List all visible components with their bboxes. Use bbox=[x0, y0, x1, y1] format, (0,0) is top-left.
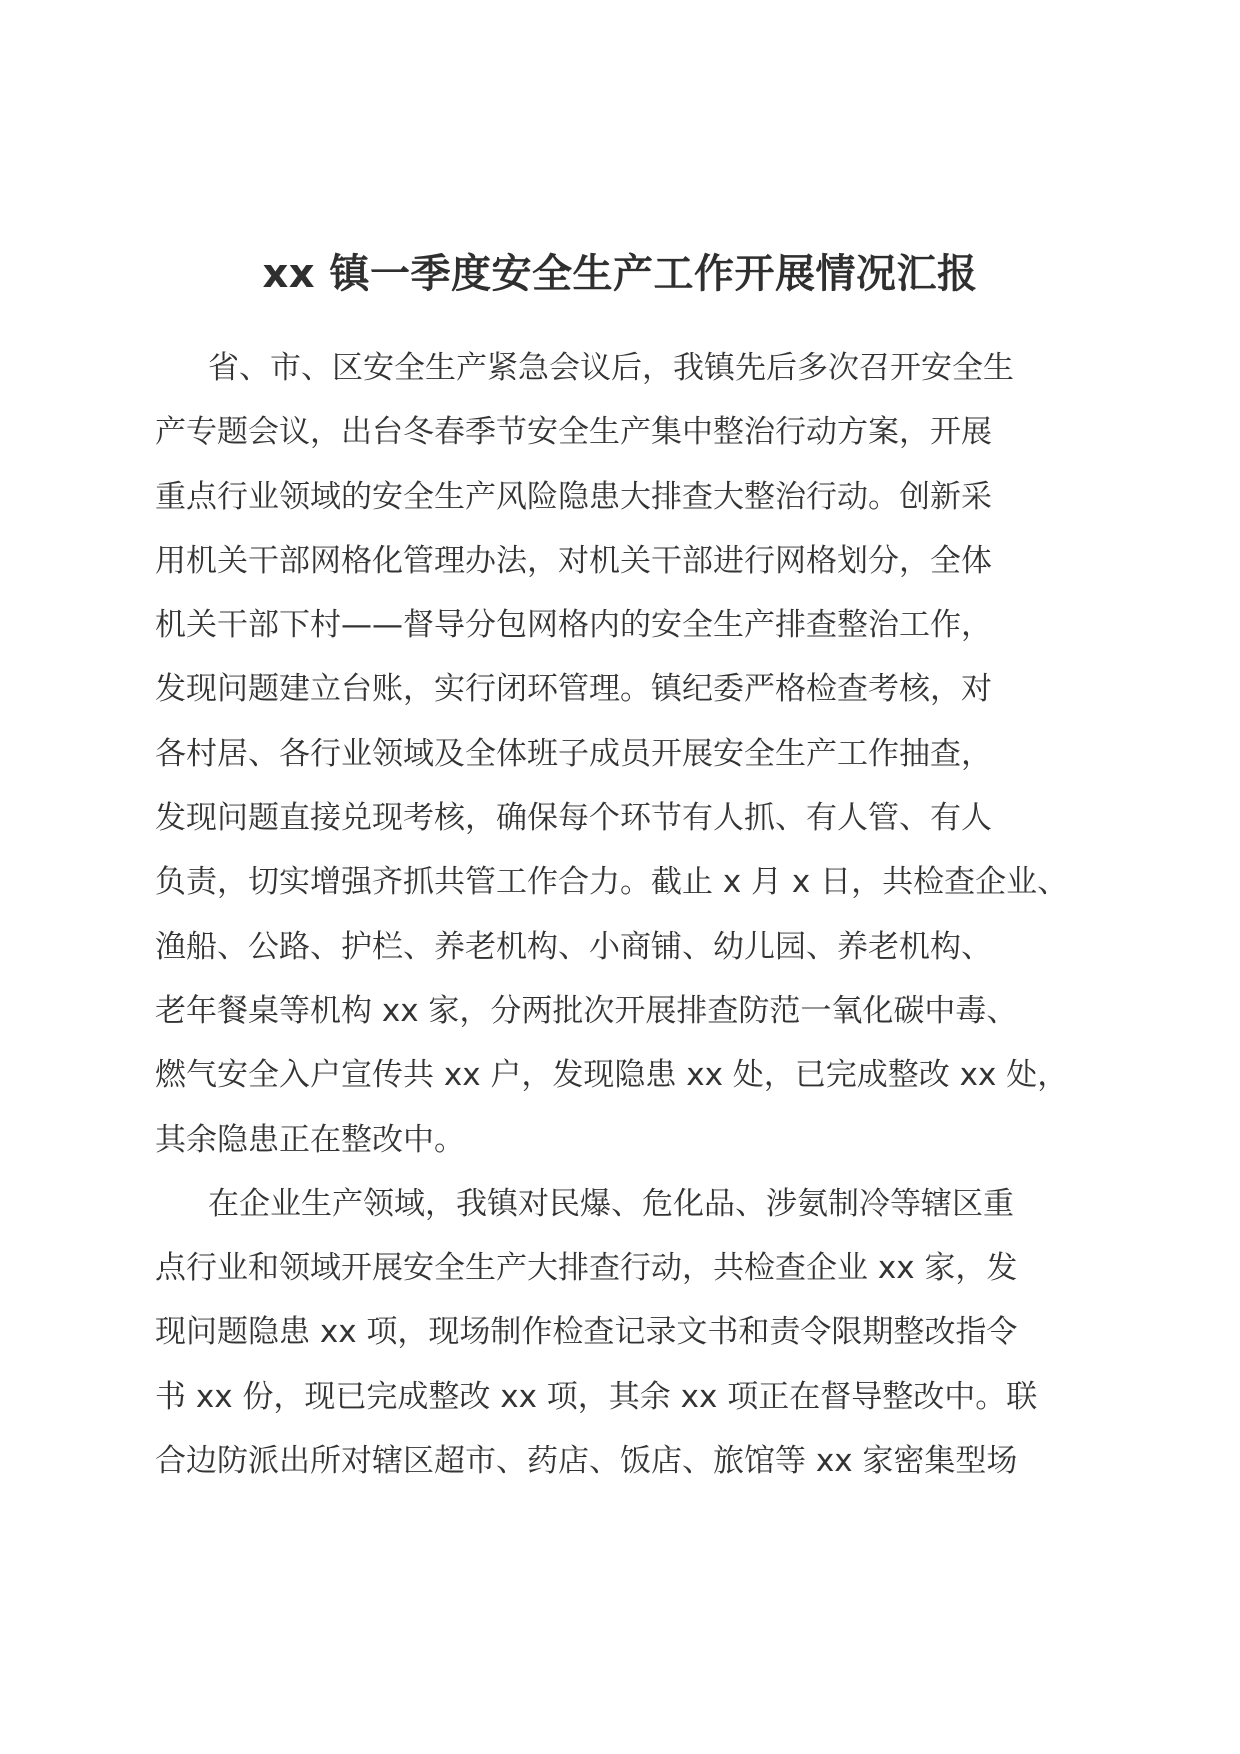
body-text-line: 其余隐患正在整改中。 bbox=[155, 1121, 465, 1158]
document-title: xx 镇一季度安全生产工作开展情况汇报 bbox=[262, 251, 978, 297]
body-text-line: 老年餐桌等机构 xx 家，分两批次开展排查防范一氧化碳中毒、 bbox=[155, 992, 1018, 1029]
document-body bbox=[155, 336, 1095, 1493]
body-text-line: 机关干部下村——督导分包网格内的安全生产排查整治工作， bbox=[155, 607, 992, 644]
body-text-line: 在企业生产领域，我镇对民爆、危化品、涉氨制冷等辖区重 bbox=[208, 1185, 1014, 1222]
body-text-line: 负责，切实增强齐抓共管工作合力。截止 x 月 x 日，共检查企业、 bbox=[155, 864, 1069, 901]
body-text-line: 发现问题建立台账，实行闭环管理。镇纪委严格检查考核，对 bbox=[155, 671, 992, 708]
body-text-line: 省、市、区安全生产紧急会议后，我镇先后多次召开安全生 bbox=[208, 350, 1014, 386]
body-text-line: 书 xx 份，现已完成整改 xx 项，其余 xx 项正在督导整改中。联 bbox=[155, 1378, 1038, 1415]
body-text-line: 现问题隐患 xx 项，现场制作检查记录文书和责令限期整改指令 bbox=[155, 1314, 1018, 1351]
body-text-line: 产专题会议，出台冬春季节安全生产集中整治行动方案，开展 bbox=[155, 414, 992, 451]
body-text-line: 重点行业领域的安全生产风险隐患大排查大整治行动。创新采 bbox=[155, 478, 992, 515]
body-text-line: 用机关干部网格化管理办法，对机关干部进行网格划分，全体 bbox=[155, 542, 992, 579]
body-text-line: 渔船、公路、护栏、养老机构、小商铺、幼儿园、养老机构、 bbox=[155, 928, 992, 965]
body-text-line: 各村居、各行业领域及全体班子成员开展安全生产工作抽查， bbox=[155, 735, 992, 772]
body-text-line: 发现问题直接兑现考核，确保每个环节有人抓、有人管、有人 bbox=[155, 800, 992, 837]
body-text-line: 点行业和领域开展安全生产大排查行动，共检查企业 xx 家，发 bbox=[155, 1250, 1018, 1287]
body-text-line: 燃气安全入户宣传共 xx 户，发现隐患 xx 处，已完成整改 xx 处， bbox=[155, 1057, 1069, 1094]
body-text-line: 合边防派出所对辖区超市、药店、饭店、旅馆等 xx 家密集型场 bbox=[155, 1443, 1018, 1480]
